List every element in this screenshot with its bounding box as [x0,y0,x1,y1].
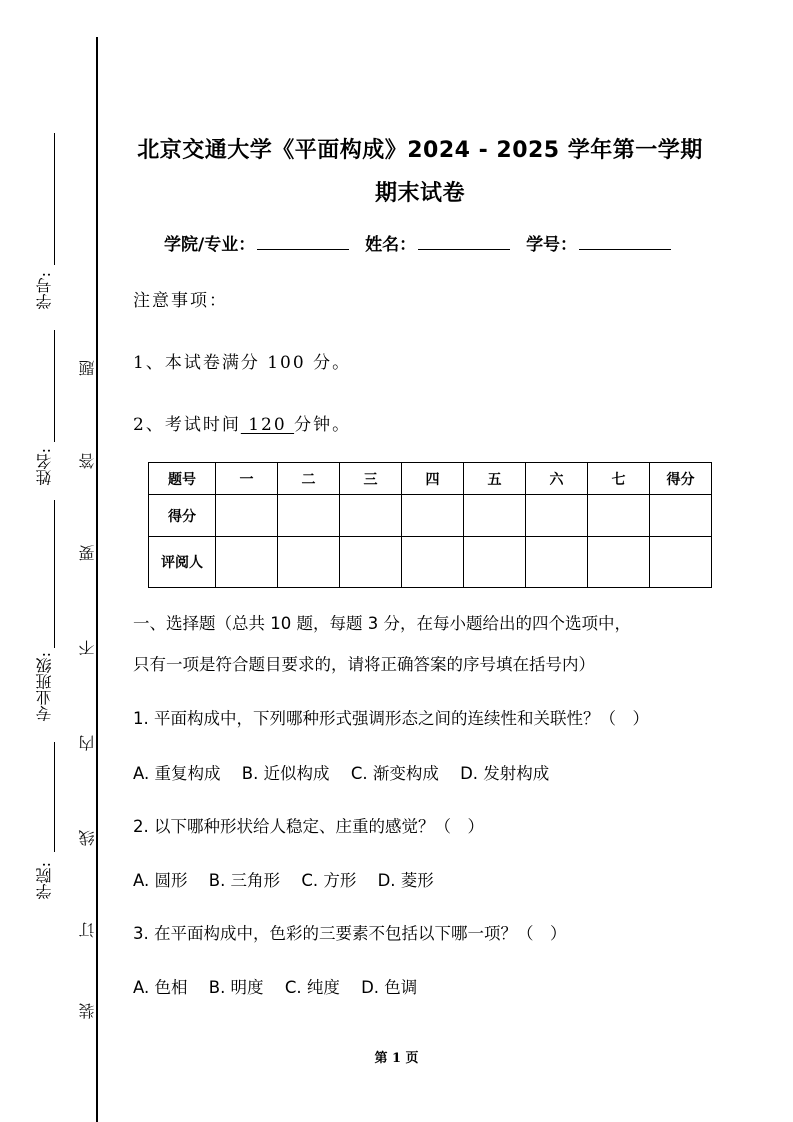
exam-time-value: 120 [240,415,295,435]
seal-char-ding: 订 [78,922,97,938]
reviewer-cell[interactable] [216,537,278,588]
college-major-label: 学院/专业： [164,235,256,255]
reviewer-cell[interactable] [402,537,464,588]
seal-char-nei: 内 [78,735,97,751]
header-cell-6: 六 [526,463,588,495]
q2-option-a: A. 圆形 [133,871,188,890]
header-cell-5: 五 [464,463,526,495]
reviewer-cell[interactable] [526,537,588,588]
q3-option-d: D. 色调 [361,978,418,997]
student-info-row [164,230,681,255]
college-major-blank[interactable] [257,235,349,250]
score-cell[interactable] [216,495,278,537]
header-cell-1: 一 [216,463,278,495]
q2-option-b: B. 三角形 [208,871,281,890]
note-exam-time-suffix: 分钟。 [294,415,352,435]
header-cell-4: 四 [402,463,464,495]
section1-intro-line1: 一、选择题（总共 10 题，每题 3 分，在每小题给出的四个选项中， [133,614,631,633]
student-id-label: 学号： [526,235,578,255]
q2-option-c: C. 方形 [301,871,357,890]
score-cell[interactable] [526,495,588,537]
college-fill-line [54,742,55,852]
seal-char-xian: 线 [78,830,97,846]
score-cell[interactable] [278,495,340,537]
score-cell[interactable] [464,495,526,537]
reviewer-cell-total[interactable] [650,537,712,588]
q3-option-a: A. 色相 [133,978,188,997]
notes-heading: 注意事项： [133,291,228,311]
question-1-options [133,760,565,784]
major-class-fill-line [54,500,55,648]
student-id-label: 学号: [35,272,54,310]
score-cell[interactable] [588,495,650,537]
college-label: 学院: [35,862,54,900]
reviewer-cell[interactable] [340,537,402,588]
q1-option-a: A. 重复构成 [133,764,221,783]
header-cell-question-no: 题号 [149,463,216,495]
header-cell-total: 得分 [650,463,712,495]
seal-char-da: 答 [78,453,97,469]
header-cell-3: 三 [340,463,402,495]
reviewer-row [149,537,712,588]
student-id-fill-line [54,133,55,265]
question-2-options [133,867,450,891]
header-cell-2: 二 [278,463,340,495]
student-id-blank[interactable] [579,235,671,250]
seal-char-yao: 要 [78,545,97,561]
reviewer-cell[interactable] [278,537,340,588]
q1-option-d: D. 发射构成 [460,764,550,783]
note-full-score: 1、本试卷满分 100 分。 [133,353,352,373]
q2-option-d: D. 菱形 [377,871,434,890]
row-label-score: 得分 [149,495,216,537]
note-exam-time [133,410,351,435]
q3-option-b: B. 明度 [208,978,264,997]
q1-option-b: B. 近似构成 [241,764,330,783]
score-cell-total[interactable] [650,495,712,537]
major-class-label: 专业班级: [35,652,54,722]
q3-option-c: C. 纯度 [284,978,340,997]
note-exam-time-prefix: 2、考试时间 [133,415,241,435]
reviewer-cell[interactable] [464,537,526,588]
section1-intro-line2: 只有一项是符合题目要求的，请将正确答案的序号填在括号内） [133,655,595,674]
binding-line [96,37,98,1122]
q1-option-c: C. 渐变构成 [350,764,439,783]
score-table [148,462,712,588]
page-number: 第 1 页 [374,1051,419,1066]
score-cell[interactable] [340,495,402,537]
question-3-stem: 3. 在平面构成中，色彩的三要素不包括以下哪一项？（ ） [133,924,567,943]
name-label: 姓名: [35,448,54,486]
score-cell[interactable] [402,495,464,537]
score-table-header-row [149,463,712,495]
exam-title: 北京交通大学《平面构成》2024 - 2025 学年第一学期 [137,138,703,163]
score-row [149,495,712,537]
exam-subtitle: 期末试卷 [374,181,465,206]
question-3-options [133,974,433,998]
reviewer-cell[interactable] [588,537,650,588]
header-cell-7: 七 [588,463,650,495]
name-label: 姓名： [365,235,417,255]
seal-char-zhuang: 装 [78,1003,97,1019]
row-label-reviewer: 评阅人 [149,537,216,588]
name-blank[interactable] [418,235,510,250]
seal-char-bu: 不 [78,640,97,656]
question-2-stem: 2. 以下哪种形状给人稳定、庄重的感觉？（ ） [133,817,484,836]
name-fill-line [54,330,55,442]
question-1-stem: 1. 平面构成中，下列哪种形式强调形态之间的连续性和关联性？（ ） [133,709,649,728]
seal-char-ti: 题 [78,360,97,376]
